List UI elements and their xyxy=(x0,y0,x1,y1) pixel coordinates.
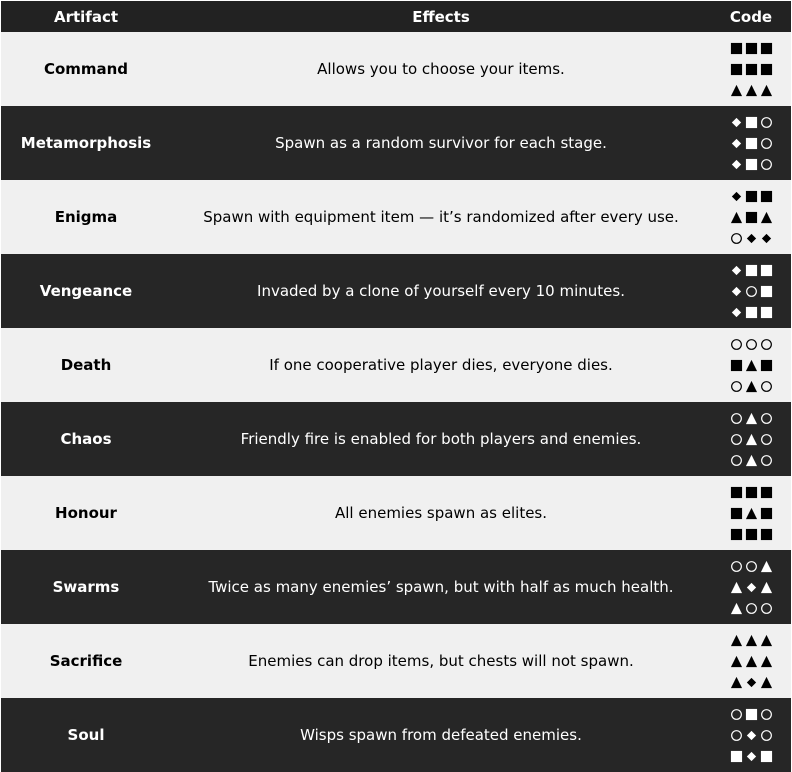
artifact-code xyxy=(730,263,773,319)
artifact-name: Soul xyxy=(67,726,105,744)
diamond-icon xyxy=(730,306,743,319)
code-line xyxy=(730,580,773,594)
code-line xyxy=(730,210,773,224)
circle-icon xyxy=(730,454,743,467)
artifact-code xyxy=(730,485,773,541)
artifact-code xyxy=(730,41,773,97)
table-row xyxy=(1,328,791,402)
circle-icon xyxy=(760,454,773,467)
circle-icon xyxy=(730,560,743,573)
code-line xyxy=(730,601,773,615)
triangle-icon xyxy=(760,84,773,97)
circle-icon xyxy=(730,412,743,425)
square-icon xyxy=(760,750,773,763)
artifact-code-cell xyxy=(711,411,791,467)
triangle-icon xyxy=(745,412,758,425)
table-row xyxy=(1,254,791,328)
circle-icon xyxy=(760,380,773,393)
triangle-icon xyxy=(730,581,743,594)
square-icon xyxy=(730,486,743,499)
artifact-code-cell xyxy=(711,559,791,615)
triangle-icon xyxy=(745,380,758,393)
square-icon xyxy=(760,486,773,499)
code-line xyxy=(730,453,773,467)
square-icon xyxy=(760,306,773,319)
circle-icon xyxy=(760,338,773,351)
circle-icon xyxy=(760,137,773,150)
square-icon xyxy=(730,507,743,520)
code-line xyxy=(730,654,773,668)
code-line xyxy=(730,506,773,520)
artifact-name: Death xyxy=(60,356,112,374)
diamond-icon xyxy=(730,116,743,129)
code-line xyxy=(730,231,773,245)
square-icon xyxy=(760,507,773,520)
triangle-icon xyxy=(745,634,758,647)
artifact-name: Vengeance xyxy=(39,282,133,300)
diamond-icon xyxy=(745,232,758,245)
header-code: Code xyxy=(729,7,773,26)
square-icon xyxy=(745,264,758,277)
artifact-code-cell xyxy=(711,707,791,763)
circle-icon xyxy=(730,380,743,393)
code-line xyxy=(730,707,773,721)
artifact-effect: Spawn as a random survivor for each stage. xyxy=(275,134,607,152)
artifact-effect: Twice as many enemies’ spawn, but with half as much health. xyxy=(208,578,674,596)
code-line xyxy=(730,749,773,763)
artifact-code-cell xyxy=(711,337,791,393)
header-artifact: Artifact xyxy=(53,7,119,26)
artifacts-table xyxy=(1,1,791,771)
square-icon xyxy=(730,359,743,372)
table-header xyxy=(1,1,791,32)
square-icon xyxy=(730,42,743,55)
artifact-code-cell xyxy=(711,633,791,689)
artifact-name: Enigma xyxy=(54,208,118,226)
square-icon xyxy=(745,137,758,150)
square-icon xyxy=(760,190,773,203)
square-icon xyxy=(760,63,773,76)
artifact-name: Honour xyxy=(55,504,117,522)
circle-icon xyxy=(760,412,773,425)
artifact-name: Swarms xyxy=(52,578,120,596)
code-line xyxy=(730,41,773,55)
table-row xyxy=(1,180,791,254)
square-icon xyxy=(745,190,758,203)
table-row xyxy=(1,624,791,698)
artifact-name: Sacrifice xyxy=(49,652,123,670)
code-line xyxy=(730,633,773,647)
code-line xyxy=(730,305,773,319)
table-row xyxy=(1,476,791,550)
code-line xyxy=(730,675,773,689)
diamond-icon xyxy=(730,158,743,171)
code-line xyxy=(730,136,773,150)
circle-icon xyxy=(745,338,758,351)
artifact-effect: If one cooperative player dies, everyone dies. xyxy=(269,356,613,374)
diamond-icon xyxy=(730,285,743,298)
triangle-icon xyxy=(730,211,743,224)
code-line xyxy=(730,559,773,573)
square-icon xyxy=(760,285,773,298)
artifact-code xyxy=(730,115,773,171)
code-line xyxy=(730,358,773,372)
square-icon xyxy=(745,528,758,541)
triangle-icon xyxy=(745,507,758,520)
triangle-icon xyxy=(760,676,773,689)
circle-icon xyxy=(745,560,758,573)
diamond-icon xyxy=(745,581,758,594)
code-line xyxy=(730,115,773,129)
code-line xyxy=(730,62,773,76)
artifact-code-cell xyxy=(711,485,791,541)
diamond-icon xyxy=(730,264,743,277)
table-row xyxy=(1,32,791,106)
triangle-icon xyxy=(760,581,773,594)
artifact-effect: Invaded by a clone of yourself every 10 minutes. xyxy=(257,282,625,300)
triangle-icon xyxy=(730,655,743,668)
table-body xyxy=(1,32,791,772)
diamond-icon xyxy=(760,232,773,245)
circle-icon xyxy=(730,433,743,446)
triangle-icon xyxy=(730,676,743,689)
diamond-icon xyxy=(730,190,743,203)
artifact-code xyxy=(730,707,773,763)
table-row xyxy=(1,550,791,624)
triangle-icon xyxy=(760,634,773,647)
circle-icon xyxy=(760,116,773,129)
artifact-code xyxy=(730,337,773,393)
code-line xyxy=(730,485,773,499)
triangle-icon xyxy=(745,454,758,467)
square-icon xyxy=(760,359,773,372)
table-row xyxy=(1,402,791,476)
artifact-code xyxy=(730,411,773,467)
square-icon xyxy=(730,528,743,541)
square-icon xyxy=(745,63,758,76)
circle-icon xyxy=(760,729,773,742)
triangle-icon xyxy=(730,602,743,615)
code-line xyxy=(730,728,773,742)
circle-icon xyxy=(760,602,773,615)
artifact-effect: Enemies can drop items, but chests will not spawn. xyxy=(248,652,634,670)
square-icon xyxy=(745,116,758,129)
code-line xyxy=(730,284,773,298)
circle-icon xyxy=(760,433,773,446)
code-line xyxy=(730,337,773,351)
square-icon xyxy=(760,264,773,277)
triangle-icon xyxy=(760,655,773,668)
artifact-effect: All enemies spawn as elites. xyxy=(334,504,548,522)
circle-icon xyxy=(730,232,743,245)
triangle-icon xyxy=(730,84,743,97)
triangle-icon xyxy=(745,84,758,97)
triangle-icon xyxy=(730,634,743,647)
circle-icon xyxy=(730,729,743,742)
code-line xyxy=(730,379,773,393)
square-icon xyxy=(745,708,758,721)
triangle-icon xyxy=(745,433,758,446)
square-icon xyxy=(730,750,743,763)
square-icon xyxy=(745,42,758,55)
artifact-effect: Allows you to choose your items. xyxy=(317,60,565,78)
circle-icon xyxy=(730,338,743,351)
square-icon xyxy=(730,63,743,76)
square-icon xyxy=(745,486,758,499)
triangle-icon xyxy=(760,560,773,573)
artifact-code-cell xyxy=(711,41,791,97)
artifact-code xyxy=(730,189,773,245)
code-line xyxy=(730,432,773,446)
triangle-icon xyxy=(760,211,773,224)
circle-icon xyxy=(760,158,773,171)
code-line xyxy=(730,411,773,425)
artifact-effect: Spawn with equipment item — it’s randomized after every use. xyxy=(203,208,679,226)
circle-icon xyxy=(745,285,758,298)
artifact-code-cell xyxy=(711,263,791,319)
artifact-name: Command xyxy=(43,60,129,78)
table-row xyxy=(1,698,791,772)
square-icon xyxy=(760,528,773,541)
diamond-icon xyxy=(730,137,743,150)
square-icon xyxy=(745,306,758,319)
code-line xyxy=(730,263,773,277)
code-line xyxy=(730,527,773,541)
circle-icon xyxy=(760,708,773,721)
artifact-code xyxy=(730,559,773,615)
circle-icon xyxy=(730,708,743,721)
code-line xyxy=(730,83,773,97)
artifact-name: Chaos xyxy=(60,430,112,448)
artifact-code-cell xyxy=(711,189,791,245)
code-line xyxy=(730,189,773,203)
square-icon xyxy=(745,211,758,224)
square-icon xyxy=(760,42,773,55)
triangle-icon xyxy=(745,359,758,372)
table-row xyxy=(1,106,791,180)
triangle-icon xyxy=(745,655,758,668)
diamond-icon xyxy=(745,676,758,689)
artifact-code-cell xyxy=(711,115,791,171)
artifact-effect: Wisps spawn from defeated enemies. xyxy=(300,726,582,744)
circle-icon xyxy=(745,602,758,615)
artifact-code xyxy=(730,633,773,689)
artifact-effect: Friendly fire is enabled for both players and enemies. xyxy=(240,430,642,448)
diamond-icon xyxy=(745,729,758,742)
artifact-name: Metamorphosis xyxy=(20,134,152,152)
square-icon xyxy=(745,158,758,171)
diamond-icon xyxy=(745,750,758,763)
code-line xyxy=(730,157,773,171)
header-effects: Effects xyxy=(412,7,470,26)
